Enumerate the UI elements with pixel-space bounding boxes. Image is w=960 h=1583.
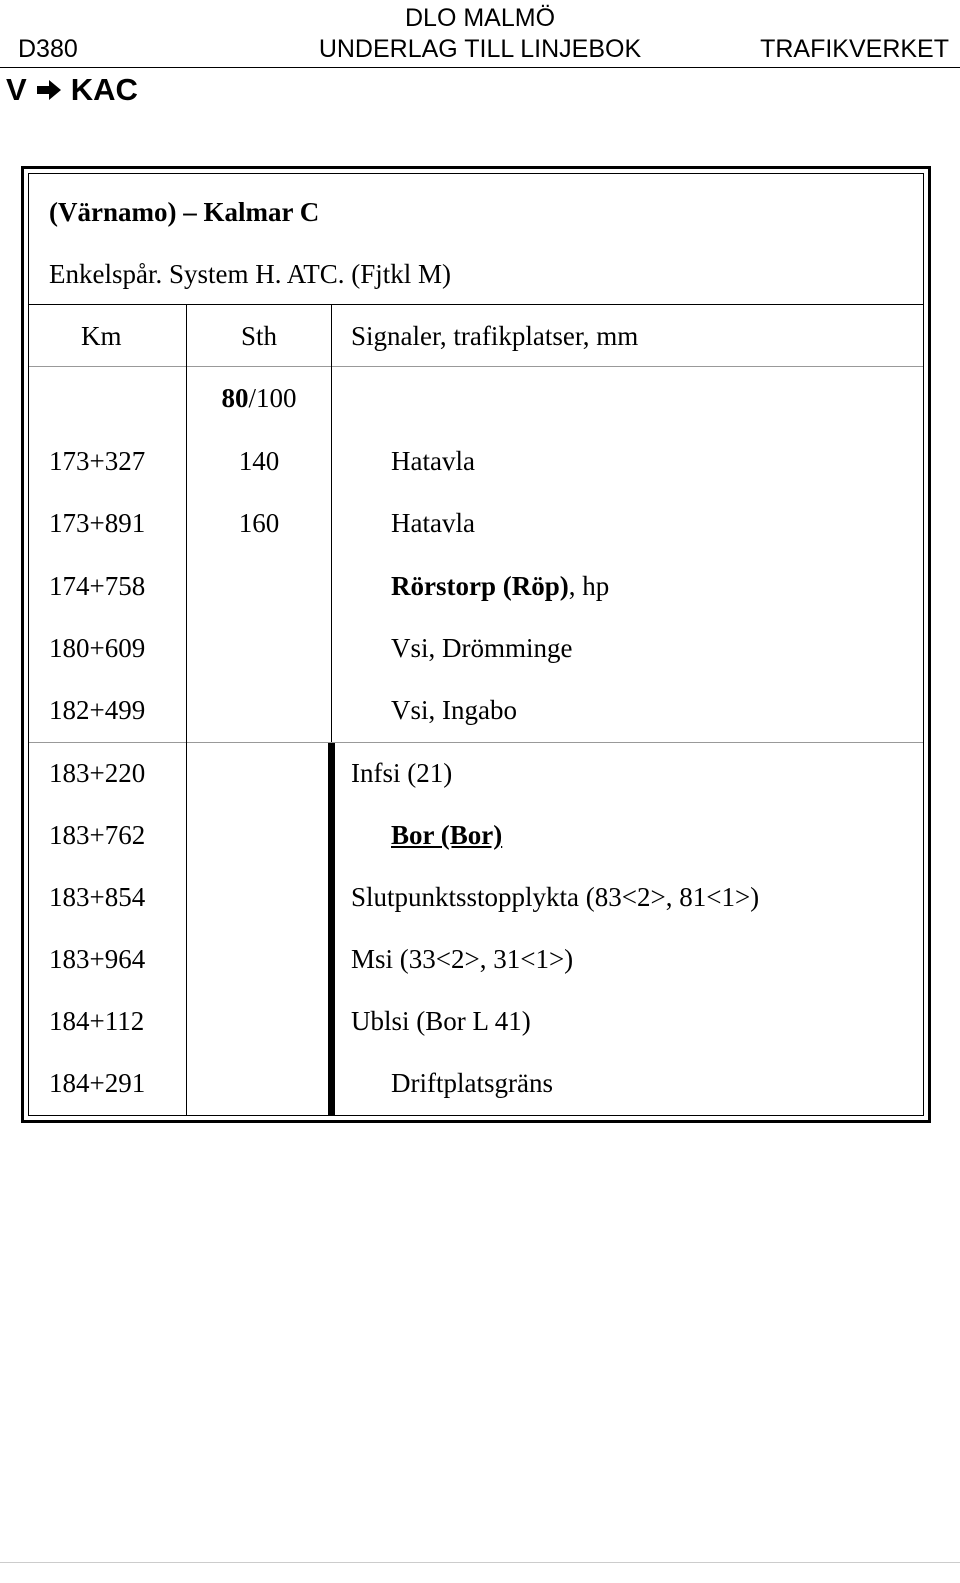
header-doc-code: D380	[18, 35, 78, 63]
arrow-right-icon	[27, 72, 71, 108]
row-signal: Ublsi (Bor L 41)	[351, 1006, 531, 1036]
row-signal: Infsi (21)	[351, 758, 453, 788]
row-sth: 160	[238, 508, 280, 538]
divider	[29, 304, 923, 305]
row-signal: Hatavla	[391, 446, 475, 476]
row-km: 184+291	[49, 1068, 146, 1098]
row-km: 183+964	[49, 944, 146, 974]
row-signal: Msi (33<2>, 31<1>)	[351, 944, 574, 974]
header-organization: TRAFIKVERKET	[760, 35, 949, 63]
section-subtitle: Enkelspår. System H. ATC. (Fjtkl M)	[49, 259, 452, 289]
row-signal: Vsi, Drömminge	[391, 633, 573, 663]
row-sth: 140	[238, 446, 280, 476]
route-from: V	[6, 72, 27, 107]
speed-primary: 80	[221, 383, 249, 413]
header-divider	[0, 67, 960, 68]
column-divider	[331, 305, 332, 742]
row-km: 174+758	[49, 571, 146, 601]
section-title: (Värnamo) – Kalmar C	[49, 197, 320, 227]
column-header-km: Km	[81, 321, 122, 351]
row-km: 183+762	[49, 820, 146, 850]
line-table-frame	[21, 166, 931, 1123]
header-doc-title: UNDERLAG TILL LINJEBOK	[318, 35, 642, 63]
column-header-signals: Signaler, trafikplatser, mm	[351, 321, 639, 351]
station-type: , hp	[568, 571, 610, 601]
row-station	[391, 570, 609, 602]
track-line	[328, 743, 335, 1115]
row-km: 173+891	[49, 508, 146, 538]
speed-value	[187, 382, 331, 414]
divider	[29, 742, 923, 743]
row-km: 183+220	[49, 758, 146, 788]
row-km: 173+327	[49, 446, 146, 476]
row-km: 183+854	[49, 882, 146, 912]
row-signal: Driftplatsgräns	[391, 1068, 553, 1098]
row-signal: Slutpunktsstopplykta (83<2>, 81<1>)	[351, 882, 760, 912]
header-district: DLO MALMÖ	[404, 4, 556, 32]
row-km: 182+499	[49, 695, 146, 725]
line-table	[28, 173, 924, 1116]
row-km: 180+609	[49, 633, 146, 663]
station-name: Rörstorp (Röp)	[391, 571, 569, 601]
column-divider	[186, 305, 187, 1115]
row-signal: Hatavla	[391, 508, 475, 538]
route-heading	[6, 72, 138, 108]
divider	[29, 366, 923, 367]
speed-secondary: /100	[248, 383, 297, 413]
page-bottom-divider	[0, 1562, 960, 1563]
row-km: 184+112	[49, 1006, 145, 1036]
row-signal: Vsi, Ingabo	[391, 695, 517, 725]
row-station: Bor (Bor)	[391, 820, 503, 850]
column-header-sth: Sth	[240, 321, 278, 351]
route-to: KAC	[70, 72, 138, 107]
